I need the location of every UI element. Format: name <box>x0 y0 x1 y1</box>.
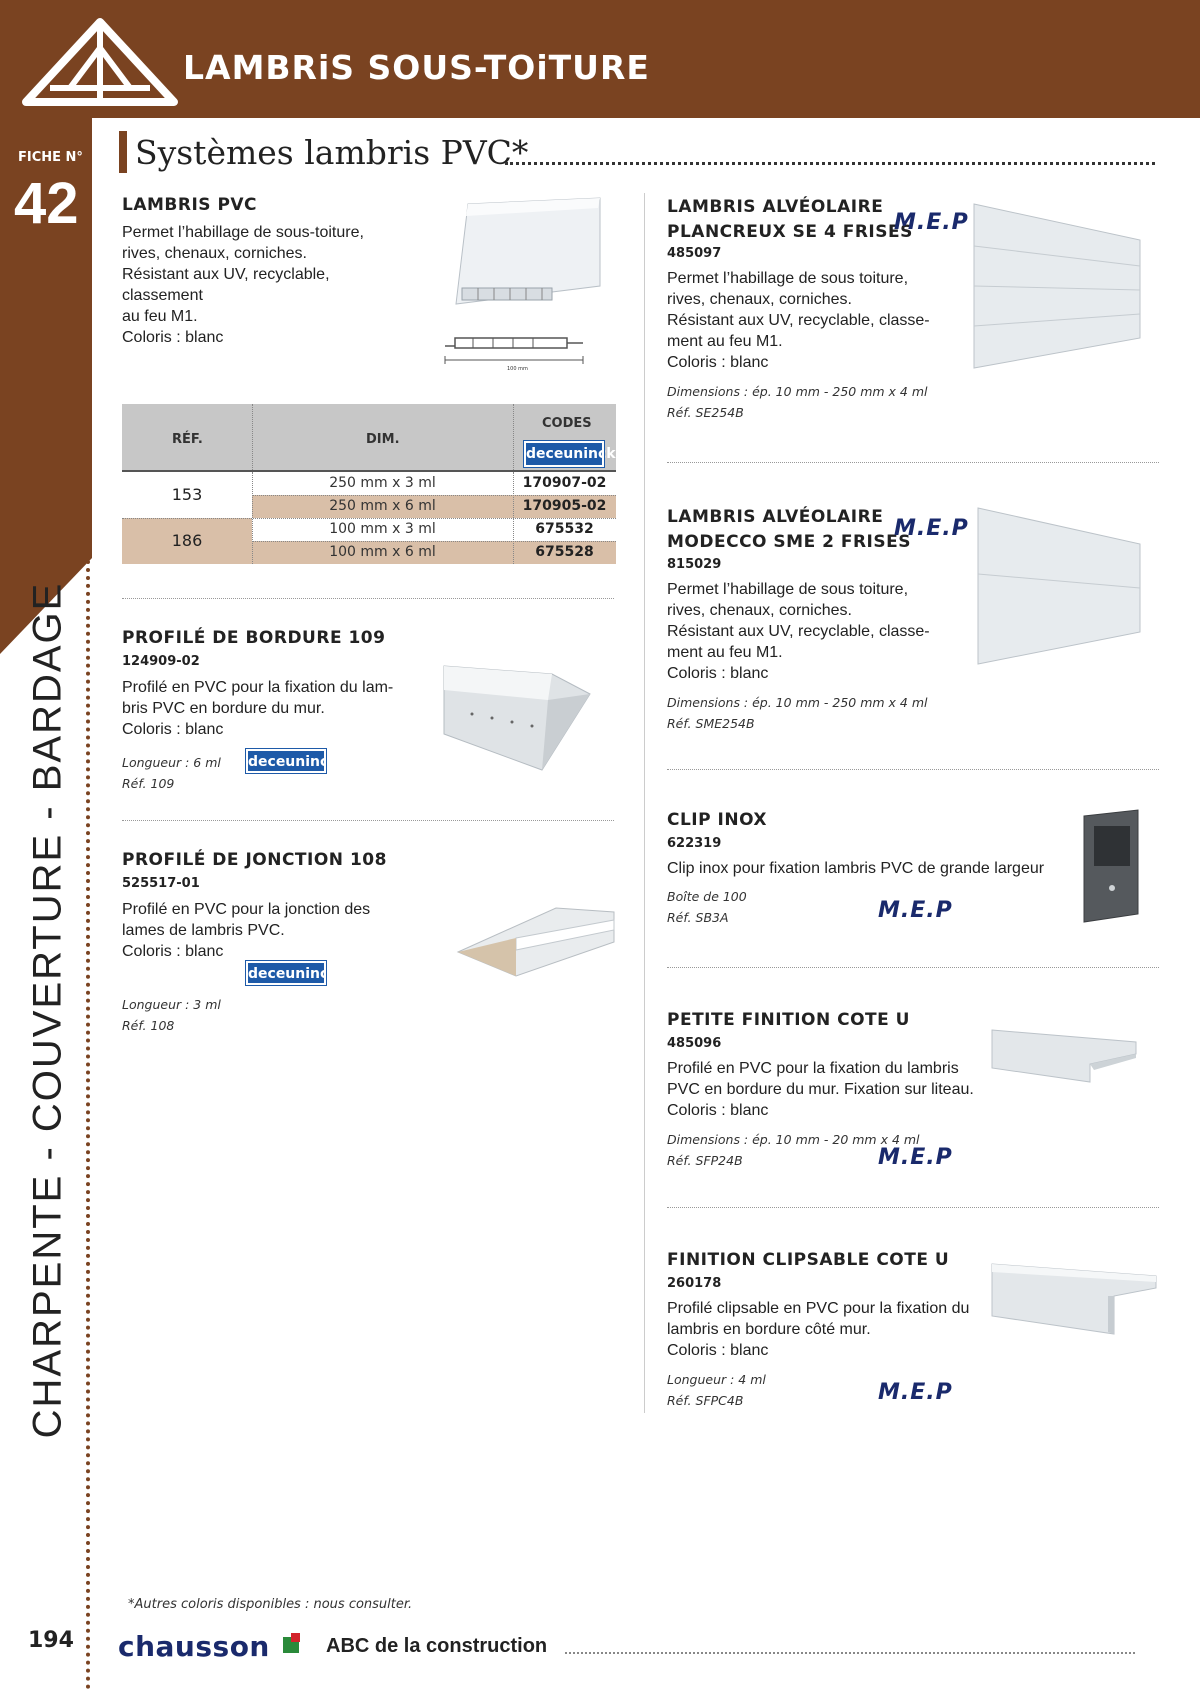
section-divider <box>667 462 1159 463</box>
petite-finition-code: 485096 <box>667 1036 722 1051</box>
desc-line: Coloris : blanc <box>667 1102 769 1119</box>
desc-line: Coloris : blanc <box>122 943 224 960</box>
petite-finition-image <box>990 1028 1138 1086</box>
title-line: LAMBRIS ALVÉOLAIRE <box>667 197 884 217</box>
title-line: MODECCO SME 2 FRISES <box>667 532 911 552</box>
chausson-logo: chausson <box>118 1630 270 1663</box>
detail-line: Dimensions : ép. 10 mm - 250 mm x 4 ml <box>667 384 928 399</box>
mep-logo: M.E.P <box>878 1380 953 1405</box>
desc-line: lambris en bordure côté mur. <box>667 1321 871 1338</box>
clip-details <box>667 886 747 928</box>
desc-line: Coloris : blanc <box>122 329 224 346</box>
jonction-code: 525517-01 <box>122 876 200 891</box>
detail-line: Réf. SE254B <box>667 405 744 420</box>
row-separator <box>122 518 616 519</box>
col-dim: DIM. <box>366 432 400 447</box>
jonction-description <box>122 899 402 962</box>
code-cell: 675532 <box>535 521 594 537</box>
section-divider <box>667 769 1159 770</box>
desc-line: lames de lambris PVC. <box>122 922 285 939</box>
detail-line: Longueur : 3 ml <box>122 997 221 1012</box>
clip-code: 622319 <box>667 836 722 851</box>
plancreux-details <box>667 381 927 423</box>
plancreux-description <box>667 268 947 373</box>
ref-cell: 186 <box>171 531 203 550</box>
detail-line: Réf. SB3A <box>667 910 729 925</box>
title-line: PLANCREUX SE 4 FRISES <box>667 222 913 242</box>
dim-cell: 100 mm x 3 ml <box>329 521 436 537</box>
page-number: 194 <box>28 1628 74 1653</box>
ref-cell: 153 <box>171 485 203 504</box>
lambris-pvc-title: LAMBRIS PVC <box>122 195 258 215</box>
section-divider <box>122 820 614 821</box>
clip-inox-image <box>1080 808 1142 924</box>
lambris-pvc-image <box>448 196 602 308</box>
desc-line: ment au feu M1. <box>667 333 783 350</box>
desc-line: au feu M1. <box>122 308 198 325</box>
modecco-panel-image <box>976 506 1142 666</box>
desc-line: Clip inox pour fixation lambris PVC de grande largeur <box>667 860 1045 877</box>
detail-line: Boîte de 100 <box>667 889 747 904</box>
desc-line: bris PVC en bordure du mur. <box>122 700 325 717</box>
desc-line: Permet l’habillage de sous-toiture, <box>122 224 364 241</box>
table-header <box>122 404 616 470</box>
col-separator <box>252 404 253 470</box>
desc-line: rives, chenaux, corniches. <box>122 245 307 262</box>
roof-truss-logo-icon <box>20 18 180 110</box>
detail-line: Réf. 108 <box>122 1018 175 1033</box>
section-divider <box>122 598 614 599</box>
desc-line: Coloris : blanc <box>122 721 224 738</box>
footer-dotted-rule <box>565 1652 1135 1654</box>
code-cell: 675528 <box>535 544 594 560</box>
section-marker <box>119 131 127 173</box>
jonction-details <box>122 994 221 1036</box>
desc-line: Profilé en PVC pour la fixation du lambris <box>667 1060 959 1077</box>
deceuninck-logo: deceuninck <box>246 961 326 985</box>
bordure-details <box>122 752 221 794</box>
modecco-title <box>667 505 911 555</box>
desc-line: PVC en bordure du mur. Fixation sur liteau. <box>667 1081 974 1098</box>
finition-clipsable-description <box>667 1298 977 1361</box>
bordure-description <box>122 677 402 740</box>
section-title: Systèmes lambris PVC* <box>135 133 529 172</box>
desc-line: Coloris : blanc <box>667 1342 769 1359</box>
lambris-pvc-description <box>122 222 400 348</box>
mep-logo: M.E.P <box>894 210 969 235</box>
plancreux-code: 485097 <box>667 246 722 261</box>
column-divider <box>644 193 645 1413</box>
header-banner <box>0 0 1200 118</box>
desc-line: Permet l’habillage de sous toiture, <box>667 270 909 287</box>
detail-line: Réf. SFP24B <box>667 1153 743 1168</box>
petite-finition-title: PETITE FINITION COTE U <box>667 1010 910 1030</box>
modecco-details <box>667 692 927 734</box>
jonction-profile-image <box>456 902 616 982</box>
fiche-label: FICHE N° <box>18 150 83 165</box>
desc-line: Profilé en PVC pour la fixation du lam- <box>122 679 394 696</box>
section-dotted-rule <box>505 162 1155 165</box>
lambris-profile-diagram <box>443 334 585 372</box>
modecco-description <box>667 579 947 684</box>
mep-logo: M.E.P <box>878 1145 953 1170</box>
section-divider <box>667 1207 1159 1208</box>
detail-line: Longueur : 4 ml <box>667 1372 766 1387</box>
modecco-code: 815029 <box>667 557 722 572</box>
desc-line: ment au feu M1. <box>667 644 783 661</box>
plancreux-title <box>667 195 913 245</box>
code-cell: 170907-02 <box>522 475 607 491</box>
detail-line: Réf. SFPC4B <box>667 1393 744 1408</box>
desc-line: rives, chenaux, corniches. <box>667 602 852 619</box>
desc-line: Profilé clipsable en PVC pour la fixation du <box>667 1300 970 1317</box>
deceuninck-logo: deceuninck <box>246 749 326 773</box>
mep-logo: M.E.P <box>894 516 969 541</box>
section-divider <box>667 967 1159 968</box>
title-line: LAMBRIS ALVÉOLAIRE <box>667 507 884 527</box>
col-separator <box>513 404 514 470</box>
dim-cell: 250 mm x 3 ml <box>329 475 436 491</box>
detail-line: Dimensions : ép. 10 mm - 20 mm x 4 ml <box>667 1132 920 1147</box>
finition-clipsable-title: FINITION CLIPSABLE COTE U <box>667 1250 950 1270</box>
detail-line: Dimensions : ép. 10 mm - 250 mm x 4 ml <box>667 695 928 710</box>
deceuninck-logo: deceuninck <box>524 441 604 467</box>
desc-line: Permet l’habillage de sous toiture, <box>667 581 909 598</box>
col-codes: CODES <box>542 416 592 431</box>
footer-tagline: ABC de la construction <box>326 1635 548 1657</box>
clip-title: CLIP INOX <box>667 810 768 830</box>
detail-line: Longueur : 6 ml <box>122 755 221 770</box>
petite-finition-description <box>667 1058 977 1121</box>
code-cell: 170905-02 <box>513 495 616 518</box>
dim-cell: 250 mm x 6 ml <box>252 495 513 518</box>
bordure-profile-image <box>442 660 594 772</box>
desc-line: Résistant aux UV, recyclable, classe- <box>667 623 930 640</box>
clip-description <box>667 858 1067 879</box>
desc-line: Coloris : blanc <box>667 665 769 682</box>
sidebar-dotted-line <box>86 560 90 1690</box>
desc-line: Résistant aux UV, recyclable, classement <box>122 266 330 304</box>
row-separator <box>252 541 616 542</box>
row-separator <box>252 495 616 496</box>
codes-table <box>122 404 616 564</box>
finition-clipsable-details <box>667 1369 766 1411</box>
page-title: LAMBRiS SOUS-TOiTURE <box>183 48 650 87</box>
detail-line: Réf. SME254B <box>667 716 755 731</box>
bordure-code: 124909-02 <box>122 654 200 669</box>
footnote: *Autres coloris disponibles : nous consulter. <box>128 1597 413 1612</box>
dim-cell: 100 mm x 6 ml <box>329 544 436 560</box>
detail-line: Réf. 109 <box>122 776 175 791</box>
jonction-title: PROFILÉ DE JONCTION 108 <box>122 850 387 870</box>
table-body <box>122 472 616 564</box>
plancreux-panel-image <box>972 202 1142 370</box>
col-ref: RÉF. <box>172 432 203 447</box>
finition-clipsable-code: 260178 <box>667 1276 722 1291</box>
chausson-logo-mark <box>291 1633 300 1642</box>
side-category-title: CHARPENTE - COUVERTURE - BARDAGE <box>25 581 70 1439</box>
fiche-number: 42 <box>14 171 79 236</box>
desc-line: Coloris : blanc <box>667 354 769 371</box>
desc-line: Profilé en PVC pour la jonction des <box>122 901 371 918</box>
mep-logo: M.E.P <box>878 898 953 923</box>
finition-clipsable-image <box>990 1262 1158 1342</box>
dimension-label: 100 mm <box>507 366 528 372</box>
desc-line: Résistant aux UV, recyclable, classe- <box>667 312 930 329</box>
desc-line: rives, chenaux, corniches. <box>667 291 852 308</box>
bordure-title: PROFILÉ DE BORDURE 109 <box>122 628 386 648</box>
